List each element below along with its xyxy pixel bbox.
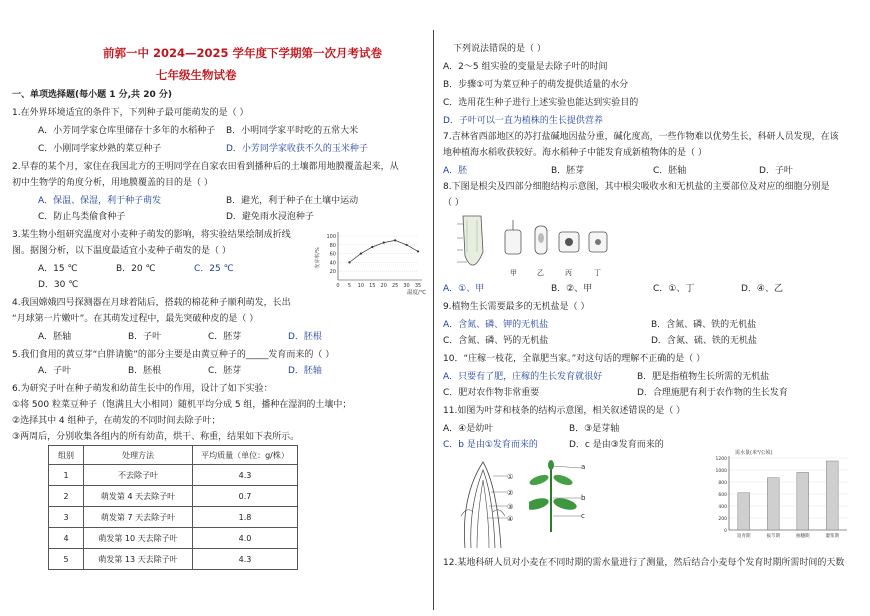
cell-bing	[559, 232, 579, 252]
table-cell: 2	[49, 486, 84, 507]
line-chart-grid	[338, 236, 418, 271]
q11-option-b[interactable]: B．③是芽轴	[569, 424, 620, 434]
root-tip-illustration	[457, 216, 483, 265]
q3-option-d[interactable]: D．30 ℃	[38, 280, 79, 290]
column-divider	[433, 30, 434, 610]
q12-stem: 12.某地科研人员对小麦在不同时期的需水量进行了测量，然后结合小麦每个发育时期所需时间的天数	[443, 558, 845, 568]
y-tick-label: 1200	[715, 456, 727, 462]
table-row	[49, 528, 298, 549]
q4-option-c[interactable]: C．胚芽	[208, 332, 242, 342]
bar	[826, 461, 838, 530]
table-row	[49, 486, 298, 507]
q4-option-b[interactable]: B．子叶	[128, 332, 162, 342]
table-cell: 萌发第 13 天去除子叶	[84, 549, 193, 570]
q2-option-c[interactable]: C．防止鸟类偷食种子	[38, 212, 126, 222]
x-tick-label: 拔节期	[766, 534, 780, 539]
q9-option-c[interactable]: C．含氮、磷、钙的无机盐	[443, 336, 549, 346]
data-point	[405, 244, 407, 246]
q8-option-a[interactable]: A．①、甲	[443, 284, 485, 294]
y-tick-label: 0	[724, 528, 727, 534]
table-row	[49, 549, 298, 570]
q6-step2: ②选择其中 4 组种子，在萌发的不同时间去除子叶；	[12, 416, 221, 426]
table-row	[49, 507, 298, 528]
q2-stem-line1: 2.早春的某个月，家住在我国北方的王明同学在自家农田看到播种后的土壤都用地膜覆盖起来，从	[12, 162, 399, 172]
x-tick-label: 抽穗期	[796, 534, 810, 539]
table-header-row	[49, 446, 298, 465]
q10-option-a[interactable]: A．只要有了肥，庄稼的生长发育就很好	[443, 372, 603, 382]
table-cell: 0.7	[193, 486, 298, 507]
branch-figure	[529, 458, 589, 532]
q1-option-d[interactable]: D．小芳同学家收获不久的玉米种子	[226, 144, 368, 154]
table-cell: 萌发第 7 天去除子叶	[84, 507, 193, 528]
q5-stem: 5.我们食用的黄豆芽“白胖请脆”的部分主要是由黄豆种子的_____发育而来的（ ）	[12, 350, 335, 360]
q7-option-a[interactable]: A．胚	[443, 166, 468, 176]
q3-option-b[interactable]: B．20 ℃	[116, 264, 156, 274]
q7-option-d[interactable]: D．子叶	[759, 166, 793, 176]
table-cell: 萌发第 4 天去除子叶	[84, 486, 193, 507]
cell-label-bing: 丙	[565, 269, 572, 277]
bar	[767, 478, 779, 530]
q7-option-c[interactable]: C．胚轴	[653, 166, 687, 176]
q2-option-b[interactable]: B．避光，利于种子在土壤中运动	[226, 196, 359, 206]
q6-option-c[interactable]: C．选用花生种子进行上述实验也能达到实验目的	[443, 98, 639, 108]
q11-option-d[interactable]: D．c 是由③发育而来的	[569, 440, 664, 450]
q2-option-d[interactable]: D．避免雨水浸泡种子	[226, 212, 314, 222]
y-tick-label: 400	[718, 504, 727, 510]
q8-stem-line1: 8.下图是根尖及四部分细胞结构示意图，其中根尖吸收水和无机盐的主要部位及对应的细胞分别是	[443, 182, 830, 192]
x-tick-label: 30	[403, 283, 410, 289]
y-tick-label: 100	[326, 234, 336, 240]
x-tick-label: 返青期	[737, 534, 751, 539]
y-tick-label: 40	[329, 260, 336, 267]
q7-stem-line2: 地种植海水稻收获较好。海水稻种子中能发育成新植物体的是（ ）	[443, 148, 707, 158]
q3-option-a[interactable]: A．15 ℃	[38, 264, 78, 274]
x-tick-label: 15	[369, 283, 376, 289]
table-header-cell: 组别	[49, 446, 84, 465]
q1-option-b[interactable]: B．小明同学家平时吃的五常大米	[226, 126, 359, 136]
y-axis-label: 发芽率/%	[315, 247, 321, 269]
y-tick-label: 600	[718, 492, 727, 498]
q7-stem-line1: 7.吉林省西部地区的苏打盐碱地因盐分重，碱化度高，一些作物难以优势生长，科研人员发现，在该	[443, 132, 839, 142]
q11-option-a[interactable]: A．④是幼叶	[443, 424, 494, 434]
q5-option-b[interactable]: B．胚根	[128, 366, 162, 376]
bud-label-2: ②	[507, 489, 514, 497]
table-cell: 4	[49, 528, 84, 549]
chart-title: 需水量(米³/公顷)	[735, 450, 773, 456]
q9-stem: 9.植物生长需要最多的无机盐是（ ）	[443, 302, 590, 312]
q10-option-c[interactable]: C．肥对农作物非常重要	[443, 388, 540, 398]
q3-option-c[interactable]: C．25 ℃	[194, 264, 234, 274]
q6-stem: 6.为研究子叶在种子萌发和幼苗生长中的作用，设计了如下实验：	[12, 384, 273, 394]
y-tick-label: 80	[329, 242, 336, 249]
q7-option-b[interactable]: B．胚芽	[551, 166, 585, 176]
x-tick-label: 10	[357, 283, 365, 289]
q8-option-b[interactable]: B．②、甲	[551, 284, 593, 294]
data-point	[348, 261, 350, 263]
q9-option-b[interactable]: B．含氮、磷、铁的无机盐	[651, 320, 757, 330]
q1-stem: 1.在外界环境适宜的条件下，下列种子最可能萌发的是（ ）	[12, 108, 249, 118]
q8-stem-line2: （ ）	[443, 198, 464, 208]
x-tick-label: 20	[380, 283, 387, 289]
table-cell: 不去除子叶	[84, 465, 193, 486]
cell-yi	[535, 226, 547, 254]
y-tick-label: 800	[718, 480, 727, 486]
results-table	[48, 445, 298, 570]
q6-option-d[interactable]: D．子叶可以一直为植株的生长提供营养	[443, 116, 603, 126]
table-cell: 4.0	[193, 528, 298, 549]
branch-label-b: b	[581, 494, 586, 502]
branch-label-c: c	[581, 512, 585, 520]
y-tick-label: 200	[718, 516, 727, 522]
cell-jia	[505, 220, 521, 254]
q6-option-b[interactable]: B．步骤①可为菜豆种子的萌发提供适量的水分	[443, 80, 629, 90]
table-cell: 4.3	[193, 465, 298, 486]
cell-ding	[589, 232, 607, 252]
x-axis-label: 温度/℃	[406, 290, 426, 296]
q6-continued-stem: 下列说法错误的是（ ）	[453, 44, 546, 54]
q10-option-b[interactable]: B．肥是指植物生长所需的无机盐	[637, 372, 770, 382]
q3-stem-line2: 图。据图分析，以下温度最适宜小麦种子萌发的是（ ）	[12, 246, 231, 256]
y-tick-label: 1000	[715, 468, 727, 474]
q9-option-d[interactable]: D．含氮、硫、铁的无机盐	[651, 336, 757, 346]
data-point	[371, 246, 373, 248]
q5-option-d[interactable]: D．胚轴	[288, 366, 322, 376]
q6-step1: ①将 500 粒菜豆种子（饱满且大小相同）随机平均分成 5 组，播种在湿润的土壤中；	[12, 400, 352, 410]
bud-label-4: ④	[507, 515, 514, 523]
y-tick-label: 60	[329, 251, 336, 258]
q4-stem-line1: 4.我国嫦娥四号探测器在月球着陆后，搭载的棉花种子顺利萌发，长出	[12, 298, 291, 308]
q10-option-d[interactable]: D．合理施肥有利于农作物的生长发育	[637, 388, 788, 398]
branch-label-a: a	[581, 463, 586, 471]
q3-stem-line1: 3.某生物小组研究温度对小麦种子萌发的影响，将实验结果绘制成折线	[12, 230, 291, 240]
section-heading: 一、单项选择题(每小题 1 分,共 20 分)	[12, 90, 172, 100]
table-cell: 萌发第 10 天去除子叶	[84, 528, 193, 549]
bud-label-3: ③	[507, 503, 514, 511]
q11-stem: 11.如图为叶芽和枝条的结构示意图，相关叙述错误的是（ ）	[443, 406, 686, 416]
q2-option-a[interactable]: A．保温、保湿，利于种子萌发	[38, 196, 162, 206]
data-point	[394, 239, 396, 241]
q5-option-c[interactable]: C．胚芽	[208, 366, 242, 376]
q1-option-a[interactable]: A．小芳同学家仓库里储存十多年的水稻种子	[38, 126, 216, 136]
q10-stem: 10．“庄稼一枝花，全靠肥当家。”对这句话的理解不正确的是（ ）	[443, 354, 706, 364]
data-point	[417, 250, 419, 252]
q6-option-a[interactable]: A．2～5 组实验的变量是去除子叶的时间	[443, 62, 608, 72]
x-tick-label: 25	[391, 283, 399, 289]
y-tick-label: 20	[329, 269, 336, 276]
x-tick-label: 35	[414, 283, 422, 289]
cell-label-ding: 丁	[594, 269, 601, 277]
table-cell: 1	[49, 465, 84, 486]
bud-label-1: ①	[507, 473, 514, 481]
table-cell: 4.3	[193, 549, 298, 570]
q4-stem-line2: “月球第一片嫩叶”。在其萌发过程中，最先突破种皮的是（ ）	[12, 314, 259, 324]
table-cell: 3	[49, 507, 84, 528]
q5-option-a[interactable]: A．子叶	[38, 366, 72, 376]
q11-option-c[interactable]: C．b 是由①发育而来的	[443, 440, 538, 450]
q6-step3: ③两周后，分别收集各组内的所有幼苗，烘干、称重，结果如下表所示。	[12, 432, 300, 442]
data-point	[383, 242, 385, 244]
table-cell: 1.8	[193, 507, 298, 528]
table-row	[49, 465, 298, 486]
q9-option-a[interactable]: A．含氮、磷、钾的无机盐	[443, 320, 549, 330]
exam-title: 前郭一中 2024—2025 学年度下学期第一次月考试卷	[103, 46, 383, 60]
x-tick-label: 5	[347, 283, 352, 289]
q2-stem-line2: 初中生物学的角度分析，用地膜覆盖的目的是（ ）	[12, 178, 213, 188]
water-demand-bar-chart	[707, 446, 855, 540]
q4-option-d[interactable]: D．胚根	[288, 332, 322, 342]
cell-label-yi: 乙	[537, 269, 544, 277]
q8-option-d[interactable]: D．④、乙	[741, 284, 783, 294]
x-tick-label: 0	[336, 283, 340, 289]
bar	[738, 493, 750, 530]
germination-line-chart	[314, 230, 430, 296]
q4-option-a[interactable]: A．胚轴	[38, 332, 72, 342]
exam-subtitle: 七年级生物试卷	[156, 68, 237, 82]
table-header-cell: 处理方法	[84, 446, 193, 465]
x-tick-label: 灌浆期	[825, 534, 839, 539]
cell-label-jia: 甲	[510, 269, 517, 277]
q1-option-c[interactable]: C．小刚同学家炒熟的菜豆种子	[38, 144, 162, 154]
bar	[797, 472, 809, 530]
table-cell: 5	[49, 549, 84, 570]
q8-option-c[interactable]: C．①、丁	[653, 284, 695, 294]
table-header-cell: 平均质量（单位：g/株）	[193, 446, 298, 465]
data-point	[360, 253, 362, 255]
